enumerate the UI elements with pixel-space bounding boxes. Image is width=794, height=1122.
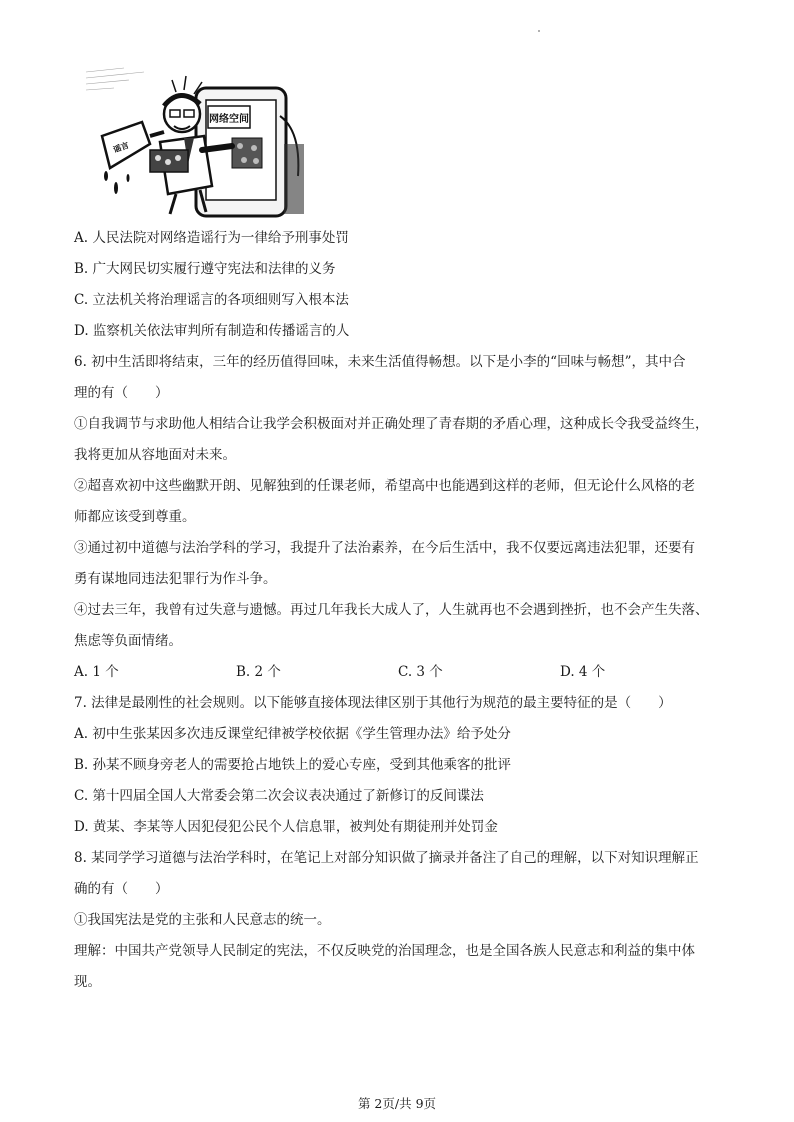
q6-item-2-line-2: 师都应该受到尊重。	[74, 509, 196, 525]
q8-understanding-line-2: 现。	[74, 974, 101, 990]
q7-option-d: D. 黄某、李某等人因犯侵犯公民个人信息罪，被判处有期徒刑并处罚金	[74, 819, 498, 835]
q8-stem-line-2: 确的有（ ）	[74, 881, 169, 897]
q5-option-a: A. 人民法院对网络造谣行为一律给予刑事处罚	[74, 230, 349, 246]
q6-item-2-line-1: ②超喜欢初中这些幽默开朗、见解独到的任课老师，希望高中也能遇到这样的老师，但无论什么风格的老	[74, 478, 695, 494]
q7-option-b: B. 孙某不顾身旁老人的需要抢占地铁上的爱心专座，受到其他乘客的批评	[74, 757, 512, 773]
q6-stem-line-2: 理的有（ ）	[74, 385, 169, 401]
q6-item-1-line-2: 我将更加从容地面对未来。	[74, 447, 236, 463]
q6-option-a: A. 1 个	[74, 664, 119, 680]
q6-item-3-line-2: 勇有谋地同违法犯罪行为作斗争。	[74, 571, 277, 587]
q8-stem-line-1: 8. 某同学学习道德与法治学科时，在笔记上对部分知识做了摘录并备注了自己的理解，以下对知识理解正	[74, 850, 699, 866]
page-footer: 第 2页/共 9页	[357, 1096, 437, 1111]
question-content	[74, 228, 724, 1003]
q5-option-d: D. 监察机关依法审判所有制造和传播谣言的人	[74, 323, 350, 339]
q8-item-1: ①我国宪法是党的主张和人民意志的统一。	[74, 912, 331, 928]
q6-options	[74, 662, 724, 682]
q8-understanding-line-1: 理解：中国共产党领导人民制定的宪法，不仅反映党的治国理念，也是全国各族人民意志和利益的集中体	[74, 943, 695, 959]
q6-item-4-line-1: ④过去三年，我曾有过失意与遗憾。再过几年我长大成人了，人生就再也不会遇到挫折，也不会产生失落、	[74, 602, 709, 618]
q7-stem: 7. 法律是最刚性的社会规则。以下能够直接体现法律区别于其他行为规范的最主要特征的是（ ）	[74, 695, 672, 711]
phone-screen-label: 网络空间	[209, 114, 249, 125]
q7-option-c: C. 第十四届全国人大常委会第二次会议表决通过了新修订的反间谍法	[74, 788, 484, 804]
q6-item-4-line-2: 焦虑等负面情绪。	[74, 633, 182, 649]
q6-item-1-line-1: ①自我调节与求助他人相结合让我学会积极面对并正确处理了青春期的矛盾心理，这种成长令我受益终生，	[74, 416, 709, 432]
q6-item-3-line-1: ③通过初中道德与法治学科的学习，我提升了法治素养，在今后生活中，我不仅要远离违法犯罪，还要有	[74, 540, 695, 556]
cartoon-illustration	[84, 66, 304, 220]
q6-stem-line-1: 6. 初中生活即将结束，三年的经历值得回味，未来生活值得畅想。以下是小李的“回味与畅想”，其中合	[74, 354, 686, 370]
q6-option-c: C. 3 个	[398, 664, 443, 680]
q6-option-d: D. 4 个	[560, 664, 606, 680]
scan-dot	[538, 30, 540, 32]
q5-option-b: B. 广大网民切实履行遵守宪法和法律的义务	[74, 261, 336, 277]
q5-option-c: C. 立法机关将治理谣言的各项细则写入根本法	[74, 292, 349, 308]
q6-option-b: B. 2 个	[236, 664, 281, 680]
q7-option-a: A. 初中生张某因多次违反课堂纪律被学校依据《学生管理办法》给予处分	[74, 726, 511, 742]
megaphone-label: 谣言	[112, 140, 131, 155]
